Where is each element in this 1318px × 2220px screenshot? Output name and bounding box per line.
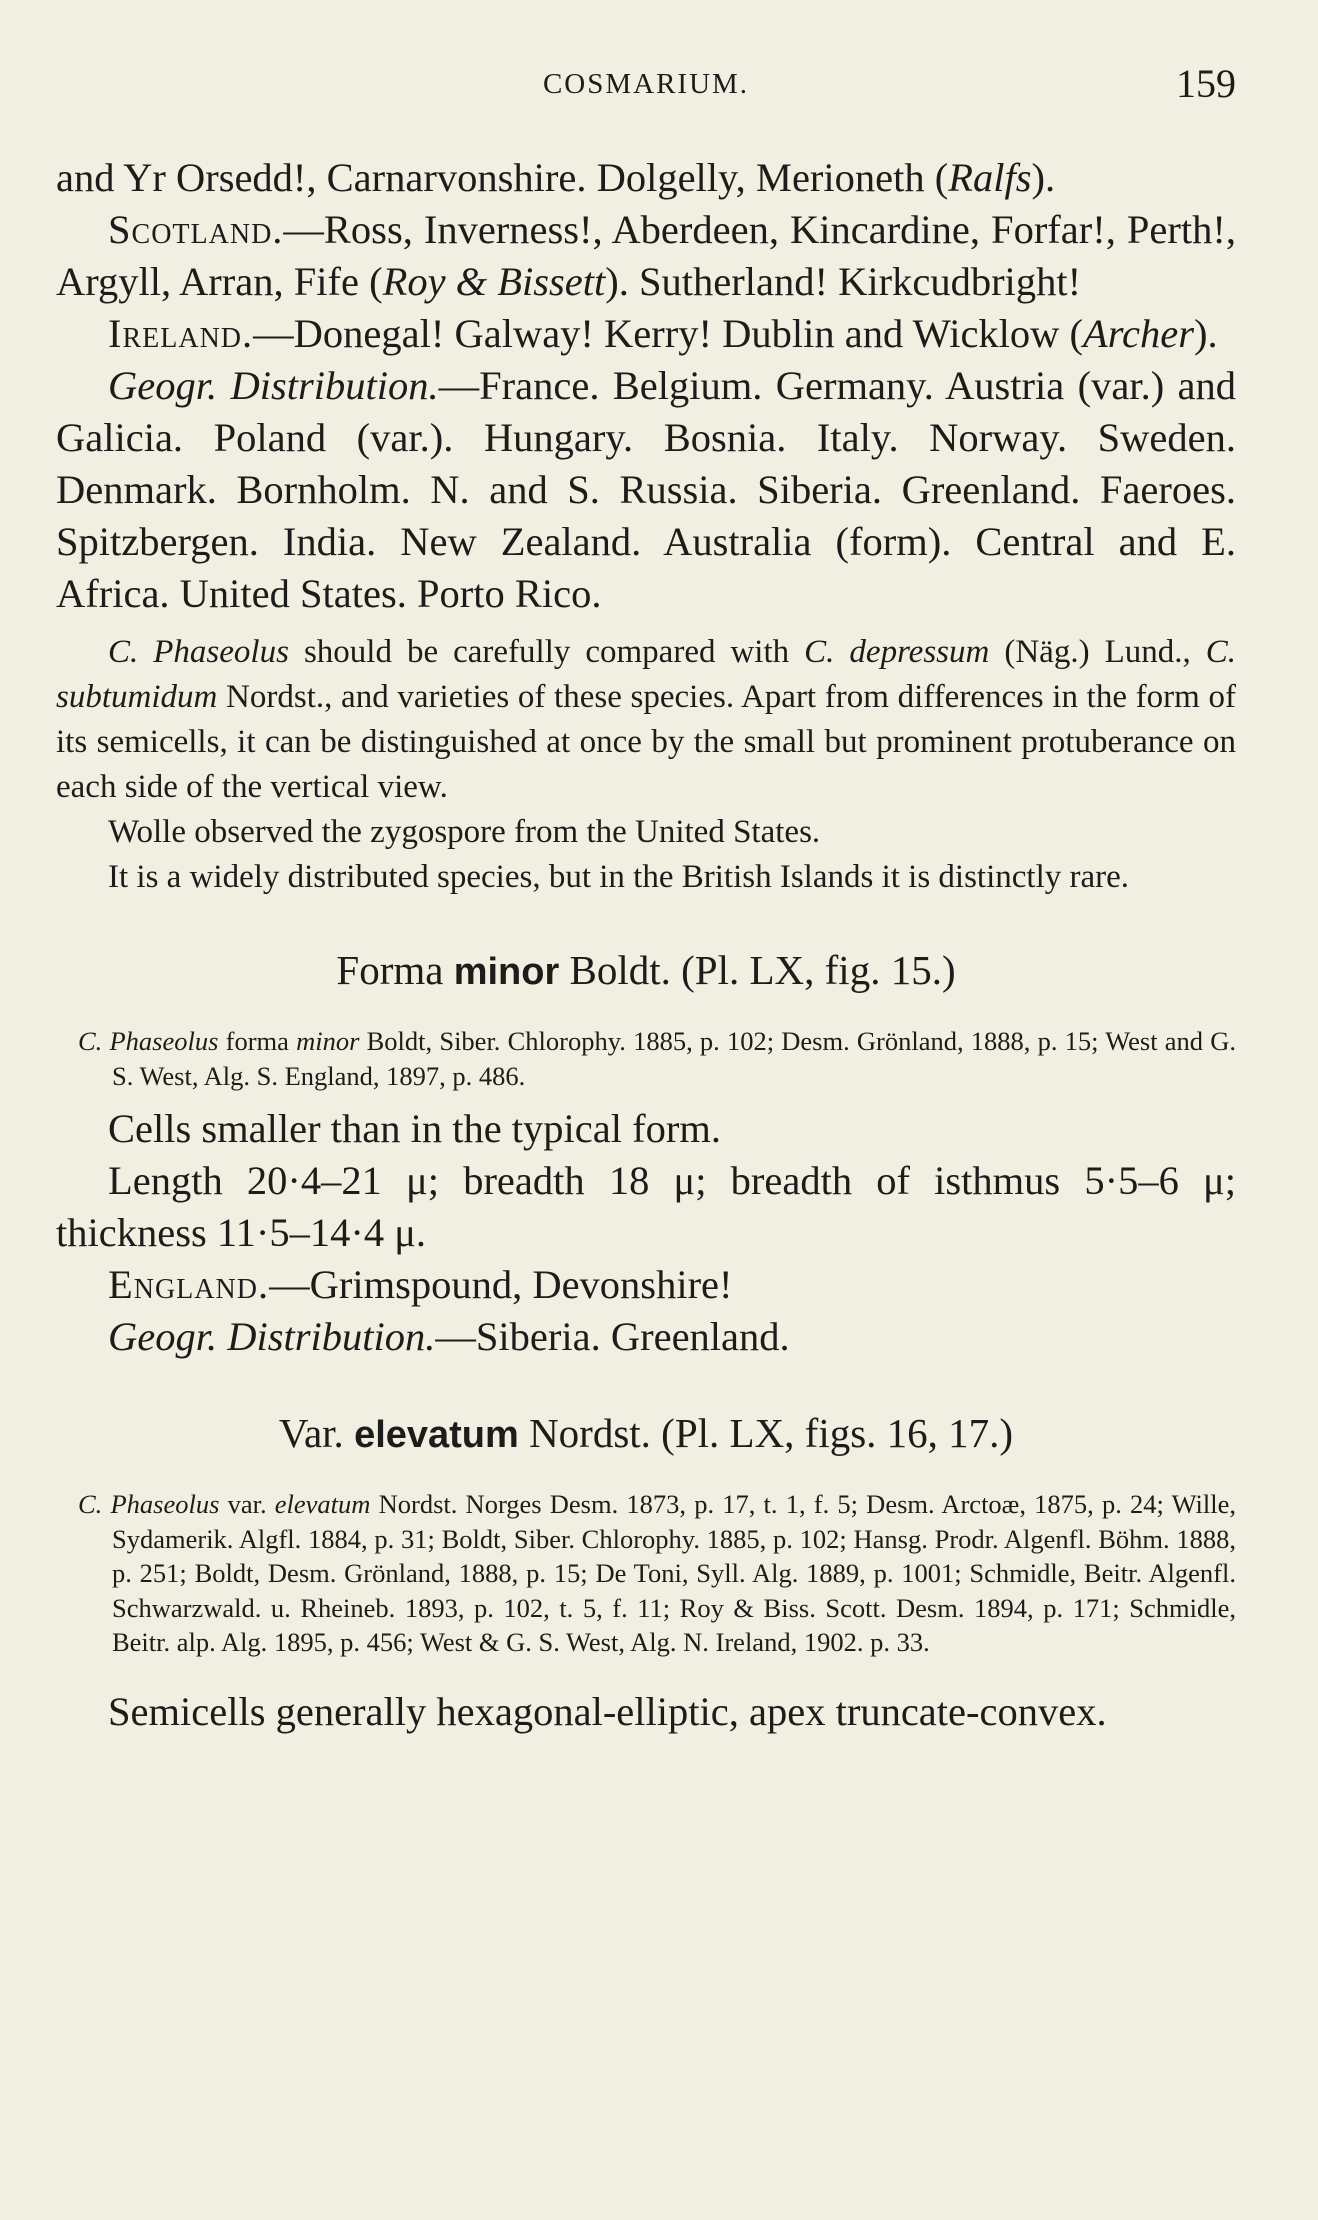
paragraph-scotland: Scotland.—Ross, Inverness!, Aberdeen, Kincardine, Forfar!, Perth!, Argyll, Arran, Fife (Roy & Bissett). Sutherland! Kirkcudbright!: [56, 207, 1236, 304]
page-number: 159: [1176, 61, 1236, 106]
references-var-elevatum: C. Phaseolus var. elevatum Nordst. Norges Desm. 1873, p. 17, t. 1, f. 5; Desm. Arctoæ, 1875, p. 24; Wille, Sydamerik. Algfl. 1884, p. 31; Boldt, Siber. Chlorophy. 1885, p. 102; Hansg. Prodr. Algenfl. Böhm. 1888, p. 251; Boldt, Desm. Grönland, 1888, p. 15; De Toni, Syll. Alg. 1889, p. 1001; Schmidle, Beitr. Algenfl. Schwarzwald. u. Rheineb. 1893, p. 102, t. 5, f. 11; Roy & Biss. Scott. Desm. 1894, p. 171; Schmidle, Beitr. alp. Alg. 1895, p. 456; West & G. S. West, Alg. N. Ireland, 1902. p. 33.: [78, 1489, 1236, 1657]
paragraph-wales-localities: and Yr Orsedd!, Carnarvonshire. Dolgelly, Merioneth (Ralfs).: [56, 155, 1056, 200]
region-label-scotland: Scotland.: [108, 207, 284, 252]
paragraph-ireland: Ireland.—Donegal! Galway! Kerry! Dublin and Wicklow (Archer).: [108, 311, 1218, 356]
region-label-ireland: Ireland.: [108, 311, 254, 356]
region-label-england: England.: [108, 1262, 270, 1307]
authority-ralfs: Ralfs: [948, 155, 1032, 200]
paragraph-rarity-note: It is a widely distributed species, but in the British Islands it is distinctly rare.: [108, 859, 1130, 895]
authority-archer: Archer: [1083, 311, 1195, 356]
paragraph-minor-distribution: Geogr. Distribution.—Siberia. Greenland.: [108, 1314, 790, 1359]
paragraph-semicells: Semicells generally hexagonal-elliptic, apex truncate-convex.: [108, 1688, 1107, 1734]
heading-forma-minor: Forma minor Boldt. (Pl. LX, fig. 15.): [336, 947, 956, 993]
references-forma-minor: C. Phaseolus forma minor Boldt, Siber. Chlorophy. 1885, p. 102; Desm. Grönland, 1888, p. 15; West and G. S. West, Alg. S. England, 1897, p. 486.: [78, 1026, 1236, 1091]
paragraph-cells-size: Cells smaller than in the typical form.: [108, 1106, 721, 1151]
heading-var-elevatum: Var. elevatum Nordst. (Pl. LX, figs. 16, 17.): [278, 1410, 1014, 1456]
paragraph-comparison-note: C. Phaseolus should be carefully compared with C. depressum (Näg.) Lund., C. subtumidum Nordst., and varieties of these species. Apart from differences in the form of its semicells, it can be distinguished at once by the small but prominent protuberance on each side of the vertical view.: [56, 634, 1237, 805]
paragraph-geographic-distribution: Geogr. Distribution.—France. Belgium. Germany. Austria (var.) and Galicia. Poland (var.). Hungary. Bosnia. Italy. Norway. Sweden. Denmark. Bornholm. N. and S. Russia. Siberia. Greenland. Faeroes. Spitzbergen. India. New Zealand. Australia (form). Central and E. Africa. United States. Porto Rico.: [56, 363, 1236, 616]
paragraph-measurements: Length 20·4–21 μ; breadth 18 μ; breadth of isthmus 5·5–6 μ; thickness 11·5–14·4 μ.: [56, 1158, 1236, 1255]
paragraph-zygospore-note: Wolle observed the zygospore from the United States.: [108, 814, 821, 850]
geogr-label: Geogr. Distribution.: [108, 363, 439, 408]
body-text: [56, 152, 1236, 1738]
running-title: COSMARIUM.: [542, 68, 750, 100]
running-head: [56, 60, 1236, 110]
authority-roy-bissett: Roy & Bissett: [382, 259, 606, 304]
paragraph-england: England.—Grimspound, Devonshire!: [108, 1262, 733, 1307]
